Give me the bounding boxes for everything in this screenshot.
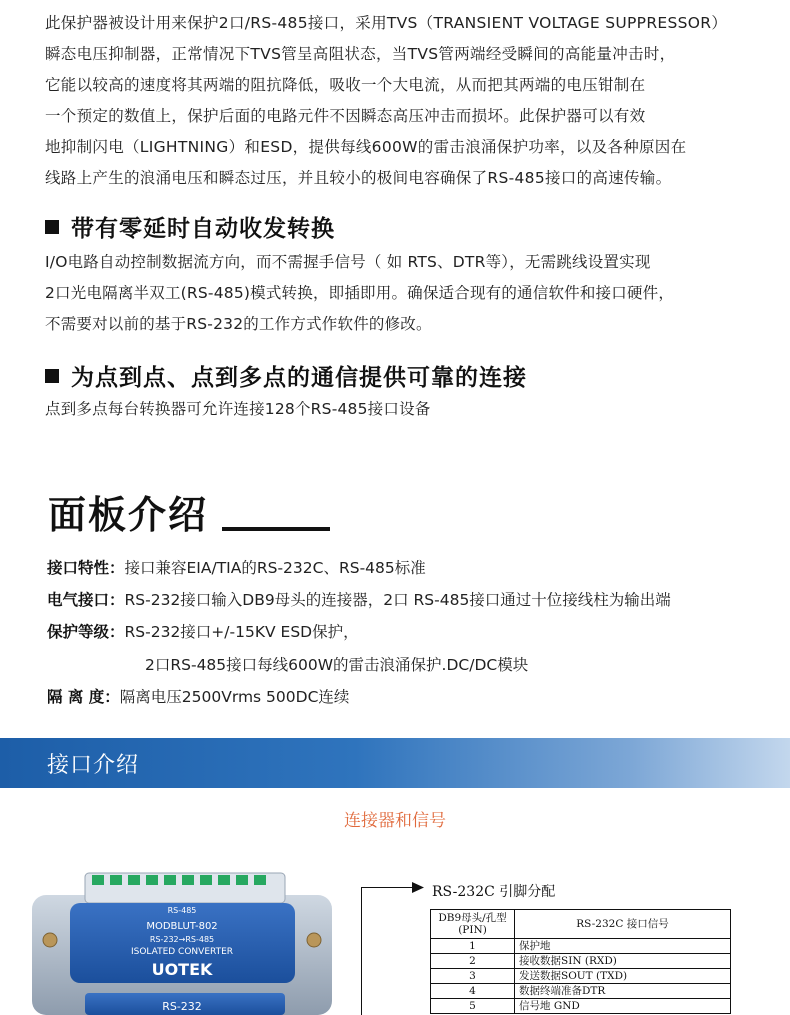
intro-line: 地抑制闪电（LIGHTNING）和ESD，提供每线600W的雷击浪涌保护功率，以及各种原因在 [45, 138, 687, 156]
spec-value: 接口兼容EIA/TIA的RS-232C、RS-485标准 [124, 559, 426, 577]
pin-number: 4 [431, 984, 515, 999]
spec-key: 保护等级： [47, 623, 125, 641]
converter-device-image [30, 865, 335, 1015]
spec-key: 电气接口： [47, 591, 125, 609]
spec-value: RS-232接口+/-15KV ESD保护， [124, 623, 359, 641]
pin-number: 3 [431, 969, 515, 984]
table-row [431, 984, 731, 999]
arrow-line-vertical [361, 887, 362, 1015]
pin-number: 1 [431, 939, 515, 954]
pin-table [430, 909, 731, 1014]
pin-number: 5 [431, 999, 515, 1014]
title-underline [222, 527, 330, 531]
screw-right [307, 933, 321, 947]
intro-line: 一个预定的数值上，保护后面的电路元件不因瞬态高压冲击而损坏。此保护器可以有效 [45, 107, 646, 125]
section-line: 不需要对以前的基于RS-232的工作方式作软件的修改。 [45, 315, 432, 333]
spec-value: 2口RS-485接口每线600W的雷击浪涌保护.DC/DC模块 [145, 656, 529, 674]
intro-line: 此保护器被设计用来保护2口/RS-485接口，采用TVS（TRANSIENT VOLTAGE SUPPRESSOR） [45, 14, 728, 32]
intro-line: 瞬态电压抑制器，正常情况下TVS管呈高阻状态，当TVS管两端经受瞬间的高能量冲击时， [45, 45, 676, 63]
pin-assignment-title: RS-232C 引脚分配 [432, 884, 556, 900]
pin-signal: 数据终端准备DTR [515, 984, 731, 999]
spec-key: 接口特性： [47, 559, 125, 577]
spec-row-isolation [47, 685, 349, 707]
device-label-bottom: RS-232 [162, 1000, 202, 1013]
spec-row-electrical [47, 588, 671, 610]
panel-title: 面板介绍 [48, 493, 209, 537]
section-banner [0, 738, 790, 788]
section-body-reliable-connection [45, 394, 765, 425]
device-line1: RS-232→RS-485 [149, 935, 215, 944]
spec-row-protection [47, 620, 359, 642]
intro-line: 它能以较高的速度将其两端的阻抗降低，吸收一个大电流，从而把其两端的电压钳制在 [45, 76, 646, 94]
table-row [431, 939, 731, 954]
pin-signal: 接收数据SIN (RXD) [515, 954, 731, 969]
table-row [431, 954, 731, 969]
screw-left [43, 933, 57, 947]
section-line: I/O电路自动控制数据流方向，而不需握手信号（ 如 RTS、DTR等），无需跳线设置实现 [45, 253, 651, 271]
section-line: 点到多点每台转换器可允许连接128个RS-485接口设备 [45, 400, 431, 418]
pin-signal: 信号地 GND [515, 999, 731, 1014]
table-row [431, 999, 731, 1014]
pin-number: 2 [431, 954, 515, 969]
section-title: 为点到点、点到多点的通信提供可靠的连接 [71, 365, 527, 391]
device-label-top: RS-485 [167, 906, 197, 915]
arrow-head-icon [412, 882, 424, 893]
section-heading-auto-switch [45, 210, 335, 243]
pin-signal: 发送数据SOUT (TXD) [515, 969, 731, 984]
device-model: MODBLUT-802 [146, 921, 218, 932]
device-line2: ISOLATED CONVERTER [130, 947, 234, 957]
table-row [431, 969, 731, 984]
spec-row-protection-cont [145, 653, 528, 675]
panel-title-block [48, 484, 330, 539]
square-bullet-icon [45, 369, 59, 383]
connector-subtitle: 连接器和信号 [344, 811, 446, 831]
intro-paragraph [45, 8, 765, 194]
spec-value: RS-232接口输入DB9母头的连接器，2口 RS-485接口通过十位接线柱为输出端 [124, 591, 671, 609]
square-bullet-icon [45, 220, 59, 234]
section-heading-reliable-connection [45, 359, 527, 392]
intro-line: 线路上产生的浪涌电压和瞬态过压，并且较小的极间电容确保了RS-485接口的高速传输。 [45, 169, 672, 187]
banner-title: 接口介绍 [47, 753, 140, 778]
device-brand: UOTEK [151, 960, 213, 979]
spec-key: 隔 离 度： [47, 688, 120, 706]
pin-signal: 保护地 [515, 939, 731, 954]
spec-row-interface [47, 556, 426, 578]
pin-table-header [431, 910, 731, 939]
pin-header-left: DB9母头/孔型 (PIN) [431, 910, 515, 939]
pin-header-right: RS-232C 接口信号 [515, 910, 731, 939]
section-line: 2口光电隔离半双工(RS-485)模式转换，即插即用。确保适合现有的通信软件和接口硬件， [45, 284, 675, 302]
arrow-line-horizontal [361, 887, 416, 888]
spec-value: 隔离电压2500Vrms 500DC连续 [119, 688, 350, 706]
section-title: 带有零延时自动收发转换 [71, 216, 335, 242]
section-body-auto-switch [45, 247, 765, 340]
